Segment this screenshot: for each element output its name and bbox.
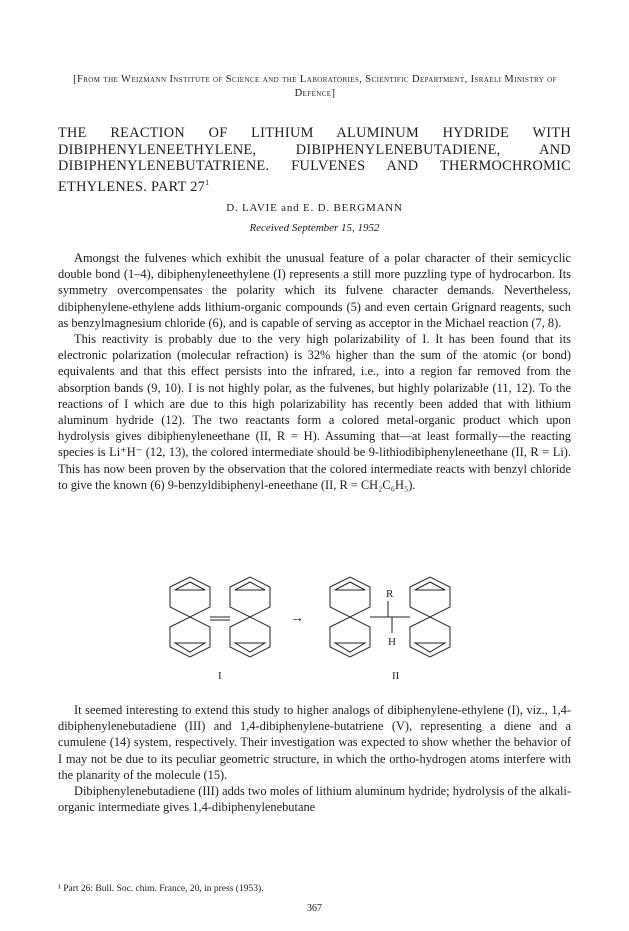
substituent-H: H (388, 636, 396, 648)
ring-II-b-inner (335, 643, 365, 652)
ring-I-d-inner (235, 643, 265, 652)
paragraph-3: It seemed interesting to extend this study to higher analogs of dibiphenylene-ethylene (I), viz., 1,4-dibiphenylenebutadiene (III) and 1,4-dibiphenylene-butatriene (V), representing a diene and a cumulene (14) system, respectively. Their investigation was expected to show whether the behavior of I may not be due to its peculiar geometric structure, in which the ortho-hydrogen atoms interfere with the planarity of the molecule (15). (58, 703, 571, 782)
ring-I-a (170, 577, 210, 617)
ring-II-d (410, 617, 450, 657)
footnote: ¹ Part 26: Bull. Soc. chim. France, 20, in press (1953). (58, 884, 264, 894)
ring-II-b (330, 617, 370, 657)
authors: D. LAVIE and E. D. BERGMANN (226, 202, 403, 214)
title-footnote-mark: 1 (205, 177, 210, 187)
ring-II-a-inner (335, 582, 365, 590)
ring-I-c (230, 577, 270, 617)
compound-label-II: II (392, 670, 400, 682)
page-number: 367 (307, 903, 322, 914)
ring-II-d-inner (415, 643, 445, 652)
paragraph-1: Amongst the fulvenes which exhibit the unusual feature of a polar character of their semicyclic double bond (1–4), dibiphenyleneethylene (I) represents a still more puzzling type of hydrocarbon. Its symmetry overcompensates the polarity which its fulvene character demands. Nevertheless, dibiphenylene-ethylene adds lithium-organic compounds (5) and even certain Grignard reagents, such as benzylmagnesium chloride (6), and is capable of serving as acceptor in the Michael reaction (7, 8). (58, 251, 571, 330)
ring-I-a-inner (175, 582, 205, 590)
ring-I-c-inner (235, 582, 265, 590)
ring-I-d (230, 617, 270, 657)
compound-label-I: I (218, 670, 222, 682)
paper-title (58, 125, 571, 195)
ring-II-c-inner (415, 582, 445, 590)
paragraph-4: Dibiphenylenebutadiene (III) adds two moles of lithium aluminum hydride; hydrolysis of the alkali-organic intermediate gives 1,4-dibiphenylenebutane (58, 784, 571, 815)
substituent-R: R (386, 588, 394, 600)
title-text: THE REACTION OF LITHIUM ALUMINUM HYDRIDE WITH DIBIPHENYLENEETHYLENE, DIBIPHENYLENEBUTADIENE, AND DIBIPHENYLENEBUTATRIENE. FULVENES AND THERMOCHROMIC ETHYLENES. PART 27 (58, 125, 571, 195)
ring-II-a (330, 577, 370, 617)
reaction-arrow: → (290, 611, 304, 626)
body-text-top (58, 250, 571, 493)
structure-figure (140, 575, 480, 685)
ring-I-b-inner (175, 643, 205, 652)
body-text-bottom (58, 702, 571, 815)
paragraph-2: This reactivity is probably due to the very high polarizability of I. It has been found that its electronic polarization (molecular refraction) is 32% higher than the sum of the atomic (or bond) equivalents and that this effect persists into the infrared, i.e., into a region far removed from the absorption bands (9, 10). I is not highly polar, as the fulvenes, but highly polarizable (11, 12). To the reactions of I which are due to this high polarizability has recently been added that with lithium aluminum hydride (12). The two reactants form a colored metal-organic product which upon hydrolysis gives dibiphenyleneethane (II, R = H). Assuming that—at least formally—the reacting species is Li⁺H⁻ (12, 13), the colored intermediate should be 9-lithiodibiphenyleneethane (II, R = Li). This has now been proven by the observation that the colored intermediate reacts with benzyl chloride to give the known (6) 9-benzyldibiphenyl-eneethane (II, R = CH₂C₆H₅). (58, 332, 571, 492)
ring-I-b (170, 617, 210, 657)
received-date: Received September 15, 1952 (249, 222, 380, 234)
ring-II-c (410, 577, 450, 617)
structure-diagram (140, 575, 480, 685)
affiliation: [From the Weizmann Institute of Science and the Laboratories, Scientific Department, Israeli Ministry of Defence] (73, 74, 557, 99)
